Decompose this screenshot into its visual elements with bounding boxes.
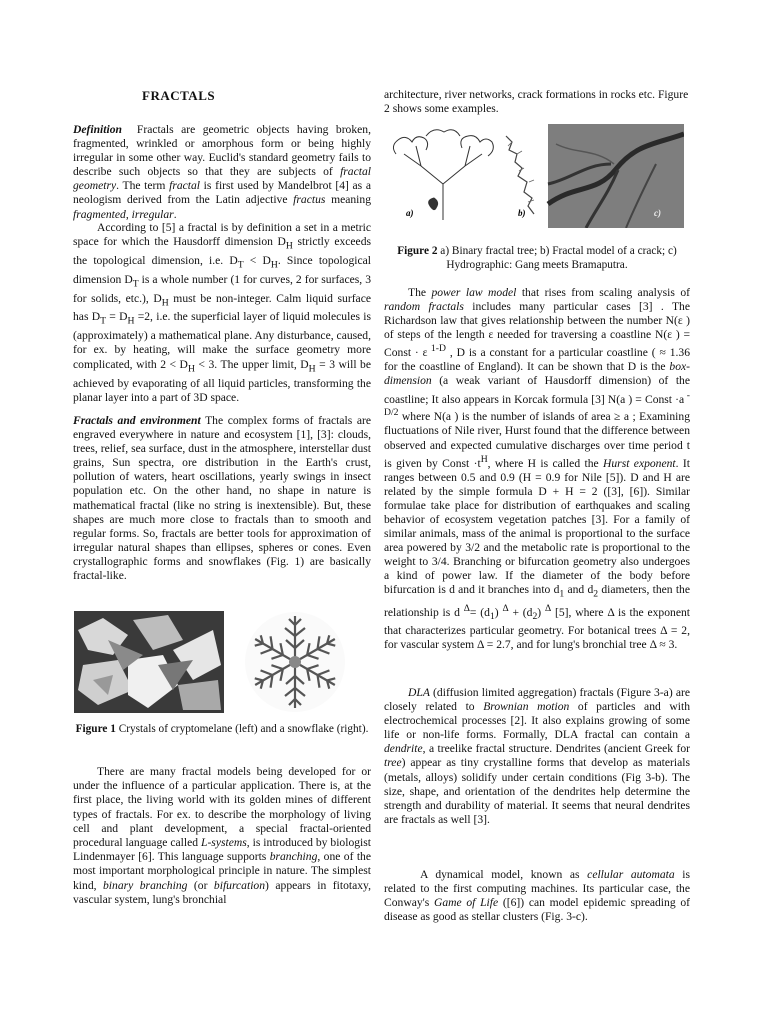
page-title: FRACTALS	[142, 88, 216, 103]
figure-2-caption: Figure 2 a) Binary fractal tree; b) Fractal model of a crack; c) Hydrographic: Gang meets Bramaputra.	[397, 245, 677, 271]
branching-continuation: architecture, river networks, crack formations in rocks etc. Figure 2 shows some examples.	[384, 88, 689, 116]
dla-paragraph: DLA (diffusion limited aggregation) fractals (Figure 3-a) are closely related to Brownian motion of particles and with electrochemical processes [2]. It also explains growing of some life or non-life forms. Formally, DLA fractal can contain a dendrite, a treelike fractal structure. Dendrites (ancient Greek for tree) appear as tiny crystalline forms that develop as materials (metals, alloys) solidify under certain conditions (Fig 3-b). The size, shape, and orientation of the dendrites help determine the strength and durability of material. It seems that neural dendrites are fractals as well [3].	[384, 686, 691, 826]
figure-1-image	[73, 610, 371, 715]
definition-heading: Definition	[73, 123, 122, 136]
hausdorff-paragraph: According to [5] a fractal is by definition a set in a metric space for which the Hausdorff dimension $D_H$ strictly exceeds the topological dimension, i.e. $D_T < D_H$. Since topological dimension $D_T$ is a whole number (1 for curves, 2 for surfaces, 3 for solids, etc.), $D_H$ must be non-integer. Calm liquid surface has $D_T = D_H =2$, i.e. the superficial layer of liquid molecules is (approximately) a mathematical plane. Any disturbance, caused, for ex. by heating, will make the surface geometry more complicated, with $2 < D_H < 3$. The upper limit, $D_H = 3$ will be achieved by evaporating of all liquid particles, transforming the planar layer into a part of 3D space.	[73, 221, 372, 404]
fractal-crack-model	[500, 124, 540, 228]
environment-paragraph: Fractals and environment The complex forms of fractals are engraved everywhere in nature and ecosystem [1], [3]: clouds, trees, relief, sea surface, dust in the atmosphere, interstellar dust grains, Sun spectra, ore distribution in the Earth's crust, pollution of waters, heart oscillations, yearly swings in insect population etc. On the other hand, no shape in nature is mathematical fractal (like no string is inextensible). But, these shapes are much more close to fractals than to smooth and regular forms. So, fractals are better tools for approximation of irregular natural shapes than ellipses, spheres or cones. Even crystallographic forms and snowflakes (Fig. 1) are basically fractal-like.	[73, 414, 371, 583]
cellular-automata-paragraph: A dynamical model, known as cellular automata is related to the first computing machines. Its particular case, the Conway's Game of Life ([6]) can model epidemic spreading of disease as good as stellar clusters (Fig. 3-c).	[384, 868, 690, 924]
binary-fractal-tree	[386, 124, 500, 228]
hydrographic-satellite-image	[548, 124, 684, 228]
environment-heading: Fractals and environment	[73, 414, 201, 427]
cryptomelane-crystal-photo	[74, 611, 224, 713]
figure-2-label-b: b)	[518, 208, 526, 218]
figure-2-label-a: a)	[406, 208, 414, 218]
figure-1-caption: Figure 1 Crystals of cryptomelane (left) and a snowflake (right).	[75, 723, 369, 735]
definition-paragraph: Definition Fractals are geometric objects having broken, fragmented, wrinkled or amorphous form or being highly irregular in some other way. Euclid's standard geometry fails to describe such objects so that they are subjects of fractal geometry. The term fractal is first used by Mandelbrot [4] as a neologism derived from the Latin adjective fractus meaning fragmented, irregular.	[73, 123, 371, 221]
snowflake-image	[245, 612, 345, 712]
fractal-models-paragraph: There are many fractal models being developed for or under the influence of a particular application. There is, at the first place, the living world with its golden mines of different types of fractals. For ex. to describe the morphology of living cell and plant development, a special fractal-oriented procedural language called L-systems, is introduced by biologist Lindenmayer [6]. This language supports branching, one of the most important morphological principle in nature. The simplest kind, binary branching (or bifurcation) appears in fitotaxy, vascular system, lung's bronchial	[73, 765, 371, 906]
power-law-paragraph: The power law model that rises from scaling analysis of random fractals includes many particular cases [3] . The Richardson law that gives relationship between the number N(ε ) of steps of the length ε needed for traversing a coastline N(ε ) = Const · ε $^{1-D}$ , D is a constant for a particular coastline ( ≈ 1.36 for the coastline of England). It can be shown that D is the box-dimension (a weak variant of Hausdorff dimension) of the coastline; It also appears in Korcak formula [3] N(a ) = Const ·a $^{-D/2}$ where N(a ) is the number of islands of area ≥ a ; Examining fluctuations of Nile river, Hurst found that the difference between observed and expected cumulative discharges over time period t is given by Const $\cdot t^H$, where H is called the Hurst exponent. It ranges between 0.5 and 0.9 (H = 0.9 for Nile [5]). D and H are related by the simple formula D + H = 2 ([3], [6]). Similar formulae take place for distribution of earthquakes and scaling behavior of ecosystem vegetation patches [3]. For a family of similar animals, mass of the animal is proportional to the surface area powered by 3/2 and the metabolic rate is proportional to the weight to 3/4. Branching or bifurcation geometry also undergoes a kind of power law. If the diameter of the body before bifurcation is d and it branches into $d_1$ and $d_2$ diameters, then the relationship is d $^\Delta= (d_1) ^\Delta + (d_2)$ $^\Delta$ [5], where Δ is the exponent that characterizes particular geometry. For botanical trees Δ = 2, for vascular system Δ = 2.7, and for lung's bronchial tree Δ ≈ 3.	[384, 286, 690, 652]
figure-2-label-c: c)	[654, 208, 661, 218]
figure-2-image	[386, 124, 684, 228]
